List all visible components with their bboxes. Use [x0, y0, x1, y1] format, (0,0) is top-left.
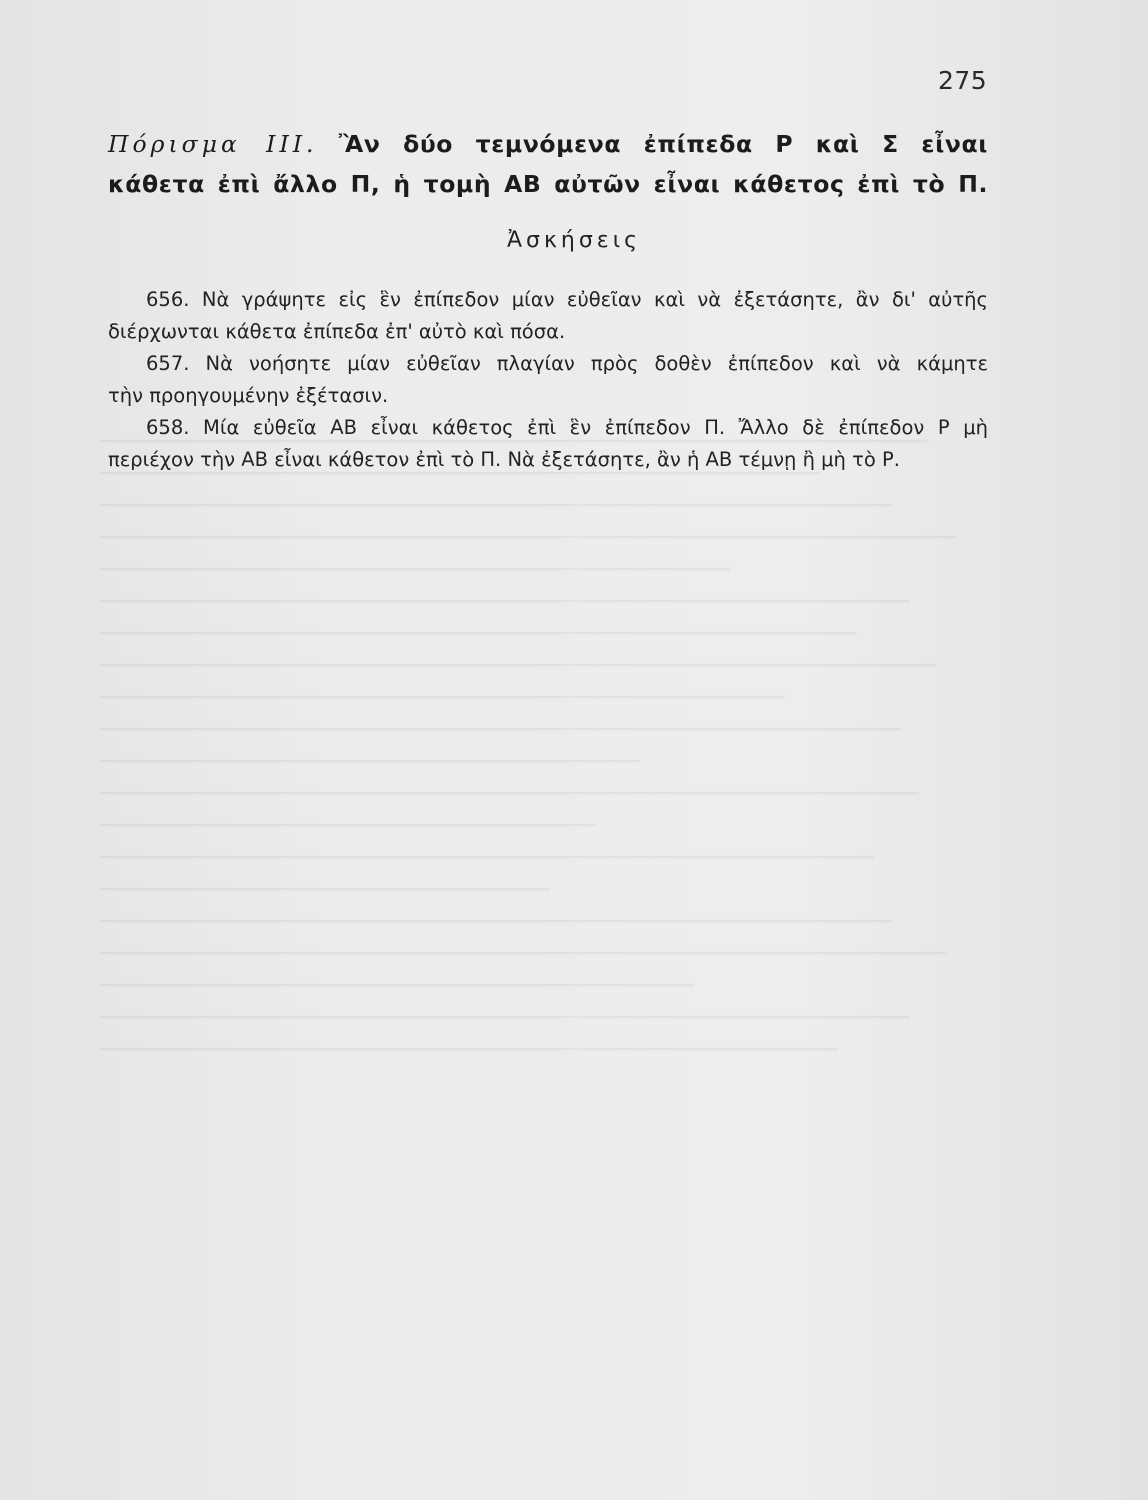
exercise-list: [108, 284, 988, 476]
exercise-line: τὴν προηγουμένην ἐξέτασιν.: [108, 384, 389, 407]
corollary-line-2: κάθετα ἐπὶ ἄλλο Π, ἡ τομὴ ΑΒ αὐτῶν εἶναι κάθετος ἐπὶ τὸ Π.: [108, 170, 988, 198]
corollary-line-1: [108, 124, 988, 164]
exercise-658: [108, 412, 988, 476]
corollary-statement-start: Ἂν δύο τεμνόμενα ἐπίπεδα Ρ καὶ Σ εἶναι: [338, 130, 988, 158]
section-heading: Ἀσκήσεις: [506, 228, 642, 253]
exercise-line: 658. Μία εὐθεῖα ΑΒ εἶναι κάθετος ἐπὶ ἓν ἐπίπεδον Π. Ἄλλο δὲ ἐπίπεδον Ρ μὴ: [146, 416, 988, 439]
exercise-line: 656. Νὰ γράψητε εἰς ἓν ἐπίπεδον μίαν εὐθεῖαν καὶ νὰ ἐξετάσητε, ἂν δι' αὐτῆς: [146, 288, 988, 311]
exercise-line: διέρχωνται κάθετα ἐπίπεδα ἐπ' αὐτὸ καὶ πόσα.: [108, 320, 566, 343]
exercise-line: περιέχον τὴν ΑΒ εἶναι κάθετον ἐπὶ τὸ Π. Νὰ ἐξετάσητε, ἂν ἡ ΑΒ τέμνῃ ἢ μὴ τὸ Ρ.: [108, 448, 900, 471]
exercise-line: 657. Νὰ νοήσητε μίαν εὐθεῖαν πλαγίαν πρὸς δοθὲν ἐπίπεδον καὶ νὰ κάμητε: [146, 352, 988, 375]
corollary: [108, 124, 988, 204]
show-through-texture: [100, 440, 1000, 1360]
exercise-657: [108, 348, 988, 412]
corollary-label: Πόρισμα III.: [108, 130, 318, 158]
page-number: 275: [938, 66, 988, 95]
exercise-656: [108, 284, 988, 348]
